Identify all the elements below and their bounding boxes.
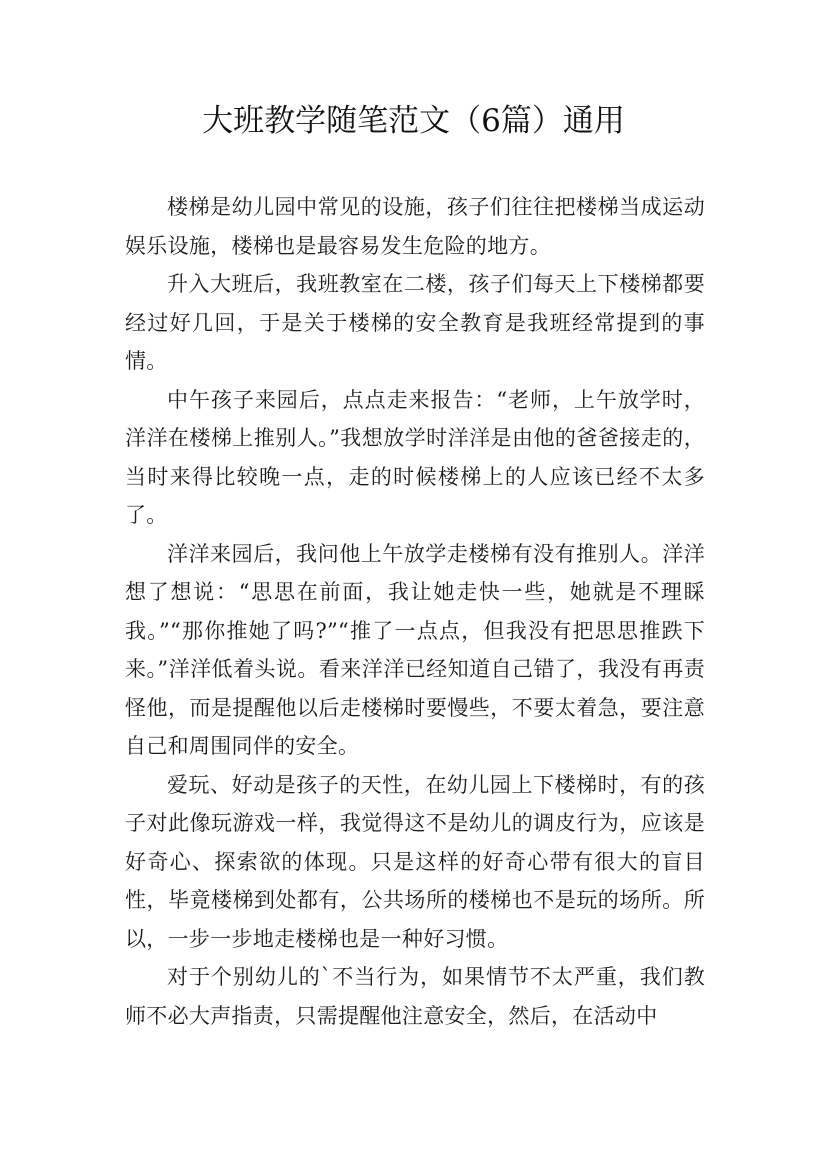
paragraph-2: 升入大班后，我班教室在二楼，孩子们每天上下楼梯都要经过好几回，于是关于楼梯的安全教育是我班经常提到的事情。 xyxy=(125,272,705,373)
paragraph-1: 楼梯是幼儿园中常见的设施，孩子们往往把楼梯当成运动娱乐设施，楼梯也是最容易发生危险的地方。 xyxy=(125,195,705,258)
paragraph-5: 爱玩、好动是孩子的天性，在幼儿园上下楼梯时，有的孩子对此像玩游戏一样，我觉得这不是幼儿的调皮行为，应该是好奇心、探索欲的体现。只是这样的好奇心带有很大的盲目性，毕竟楼梯到处都有，公共场所的楼梯也不是玩的场所。所以，一步一步地走楼梯也是一种好习惯。 xyxy=(125,772,705,951)
paragraph-4: 洋洋来园后，我问他上午放学走楼梯有没有推别人。洋洋想了想说：“思思在前面，我让她走快一些，她就是不理睬我。”“那你推她了吗?”“推了一点点，但我没有把思思推跌下来。”洋洋低着头说。看来洋洋已经知道自己错了，我没有再责怪他，而是提醒他以后走楼梯时要慢些，不要太着急，要注意自己和周围同伴的安全。 xyxy=(125,541,705,758)
paragraph-3: 中午孩子来园后，点点走来报告：“老师，上午放学时，洋洋在楼梯上推别人。”我想放学时洋洋是由他的爸爸接走的，当时来得比较晚一点，走的时候楼梯上的人应该已经不太多了。 xyxy=(125,387,705,527)
paragraph-6: 对于个别幼儿的`不当行为，如果情节不太严重，我们教师不必大声指责，只需提醒他注意安全，然后，在活动中 xyxy=(125,965,705,1028)
document-title: 大班教学随笔范文（6篇）通用 xyxy=(202,103,625,139)
document-body xyxy=(125,188,705,1035)
